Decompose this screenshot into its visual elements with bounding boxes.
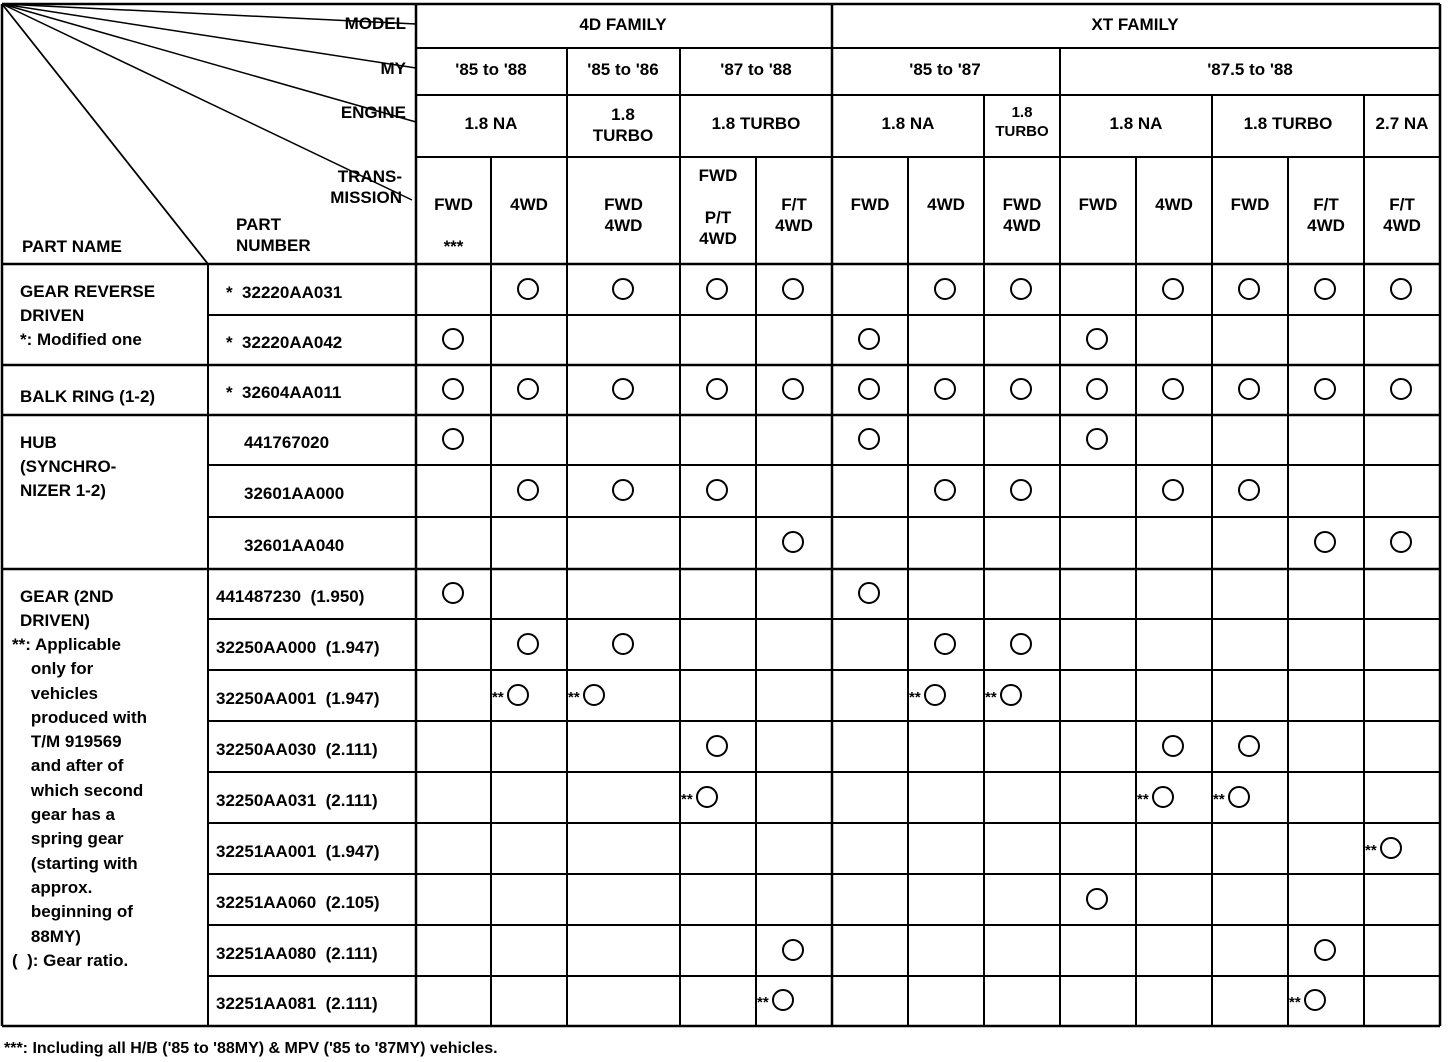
applicability-mark	[507, 684, 529, 706]
applicability-mark	[442, 428, 464, 450]
engine-cell: 1.8 TURBO	[1243, 114, 1333, 133]
applicability-mark	[1390, 531, 1412, 553]
my-label: MY	[380, 59, 406, 78]
part-name-label: PART NAME	[22, 237, 122, 256]
transmission-cell: FWD ***	[434, 195, 473, 256]
part-number-cell: 32601AA040	[244, 536, 345, 555]
transmission-cell: FWD 4WD	[604, 195, 643, 235]
engine-cell: 1.8 TURBO	[711, 114, 801, 133]
engine-cell: 2.7 NA	[1375, 114, 1429, 133]
applicability-mark	[1086, 888, 1108, 910]
applicability-mark	[1228, 786, 1250, 808]
applicability-mark	[782, 278, 804, 300]
applicability-mark	[442, 582, 464, 604]
engine-cell: 1.8 NA	[464, 114, 518, 133]
applicability-mark	[1086, 428, 1108, 450]
applicability-mark	[1162, 378, 1184, 400]
my-87-88: '87 to '88	[720, 60, 792, 79]
part-number-cell: 441487230 (1.950)	[216, 587, 365, 606]
transmission-cell: 4WD	[927, 195, 965, 214]
applicability-mark	[1390, 378, 1412, 400]
applicability-mark	[1238, 378, 1260, 400]
part-name-cell: GEAR (2ND DRIVEN)	[20, 587, 114, 630]
applicability-mark	[934, 633, 956, 655]
applicability-mark	[1086, 328, 1108, 350]
part-number-cell: * 32604AA011	[226, 383, 342, 402]
my-85-88: '85 to '88	[455, 60, 527, 79]
applicability-mark	[1000, 684, 1022, 706]
applicability-mark	[583, 684, 605, 706]
mark-asterisk: **	[1137, 790, 1149, 808]
my-875-88: '87.5 to '88	[1207, 60, 1293, 79]
part-number-cell: 32250AA000 (1.947)	[216, 637, 380, 657]
part-number-cell: 32250AA001 (1.947)	[216, 688, 380, 708]
family-4d: 4D FAMILY	[579, 15, 667, 34]
part-name-cell: BALK RING (1-2)	[20, 387, 156, 406]
transmission-cell: FWD 4WD	[1002, 195, 1042, 235]
applicability-mark	[442, 328, 464, 350]
applicability-mark	[934, 278, 956, 300]
applicability-mark	[1010, 479, 1032, 501]
applicability-mark	[1314, 939, 1336, 961]
applicability-mark	[1238, 735, 1260, 757]
applicability-mark	[934, 479, 956, 501]
applicability-mark	[1162, 735, 1184, 757]
grid-line	[2, 4, 208, 264]
part-number-cell: * 32220AA031	[226, 282, 343, 302]
transmission-cell: FWD	[850, 195, 890, 214]
my-85-87: '85 to '87	[909, 60, 981, 79]
mark-asterisk: **	[1213, 790, 1225, 808]
applicability-mark	[1010, 633, 1032, 655]
part-number-cell: 32251AA081 (2.111)	[216, 994, 378, 1013]
applicability-mark	[1152, 786, 1174, 808]
part-note: **: Applicable only for vehicles produced with T/M 919569 and after of which second gear has a spring gear (starting with approx. beginning of 88MY) ( ): Gear ratio.	[12, 635, 148, 970]
footnote: ***: Including all H/B ('85 to '88MY) & MPV ('85 to '87MY) vehicles.	[4, 1040, 498, 1057]
family-xt: XT FAMILY	[1091, 15, 1179, 34]
applicability-mark	[782, 378, 804, 400]
part-number-label: PART NUMBER	[236, 215, 311, 255]
applicability-mark	[772, 989, 794, 1011]
applicability-mark	[782, 531, 804, 553]
applicability-mark	[1238, 278, 1260, 300]
mark-asterisk: **	[909, 688, 921, 706]
mark-asterisk: **	[757, 994, 769, 1011]
applicability-mark	[1010, 278, 1032, 300]
part-name-cell: GEAR REVERSE DRIVEN *: Modified one	[20, 282, 156, 349]
engine-label: ENGINE	[340, 103, 406, 122]
applicability-mark	[706, 278, 728, 300]
applicability-mark	[1390, 278, 1412, 300]
part-number-cell: 32251AA060 (2.105)	[216, 892, 380, 912]
applicability-mark	[1238, 479, 1260, 501]
part-number-cell: 32250AA031 (2.111)	[216, 790, 378, 810]
mark-asterisk: **	[1289, 994, 1301, 1011]
part-number-cell: 32250AA030 (2.111)	[216, 739, 378, 759]
transmission-cell: F/T 4WD	[1383, 195, 1421, 235]
applicability-mark	[612, 278, 634, 300]
applicability-mark	[924, 684, 946, 706]
applicability-mark	[1086, 378, 1108, 400]
engine-cell: 1.8 NA	[1109, 114, 1163, 133]
applicability-mark	[517, 278, 539, 300]
mark-asterisk: **	[681, 790, 693, 808]
applicability-mark	[1162, 479, 1184, 501]
transmission-cell: F/T 4WD	[775, 195, 813, 235]
applicability-mark	[442, 378, 464, 400]
mark-asterisk: **	[985, 688, 997, 706]
applicability-mark	[1314, 278, 1336, 300]
applicability-mark	[706, 735, 728, 757]
part-name-cell: HUB (SYNCHRO- NIZER 1-2)	[20, 433, 117, 500]
applicability-mark	[858, 582, 880, 604]
engine-cell: 1.8 TURBO	[592, 105, 654, 145]
applicability-mark	[696, 786, 718, 808]
applicability-mark	[517, 479, 539, 501]
transmission-cell: FWD	[1230, 195, 1270, 214]
applicability-mark	[1314, 378, 1336, 400]
applicability-mark	[1162, 278, 1184, 300]
applicability-mark	[517, 633, 539, 655]
applicability-mark	[706, 479, 728, 501]
part-number-cell: 441767020	[244, 433, 330, 452]
applicability-mark	[612, 633, 634, 655]
transmission-cell: FWD P/T 4WD	[698, 166, 738, 248]
applicability-mark	[517, 378, 539, 400]
applicability-mark	[934, 378, 956, 400]
applicability-mark	[858, 378, 880, 400]
model-label: MODEL	[344, 14, 406, 33]
applicability-mark	[612, 378, 634, 400]
applicability-mark	[858, 328, 880, 350]
transmission-cell: F/T 4WD	[1307, 195, 1345, 235]
part-number-cell: * 32220AA042	[226, 333, 343, 352]
transmission-cell: 4WD	[1155, 195, 1193, 214]
applicability-mark	[1304, 989, 1326, 1011]
engine-cell: 1.8 TURBO	[995, 104, 1049, 140]
applicability-mark	[706, 378, 728, 400]
transmission-cell: FWD	[1078, 195, 1118, 214]
applicability-mark	[1380, 837, 1402, 859]
mark-asterisk: **	[1365, 841, 1377, 859]
transmission-cell: 4WD	[510, 195, 548, 214]
applicability-mark	[858, 428, 880, 450]
applicability-mark	[612, 479, 634, 501]
my-85-86: '85 to '86	[587, 60, 659, 79]
applicability-mark	[1314, 531, 1336, 553]
engine-cell: 1.8 NA	[881, 114, 935, 133]
mark-asterisk: **	[568, 688, 580, 706]
applicability-mark	[782, 939, 804, 961]
applicability-mark	[1010, 378, 1032, 400]
mark-asterisk: **	[492, 688, 504, 706]
transmission-label: TRANS- MISSION	[330, 167, 402, 207]
part-number-cell: 32251AA080 (2.111)	[216, 943, 378, 963]
part-number-cell: 32601AA000	[244, 484, 345, 503]
part-number-cell: 32251AA001 (1.947)	[216, 841, 380, 861]
